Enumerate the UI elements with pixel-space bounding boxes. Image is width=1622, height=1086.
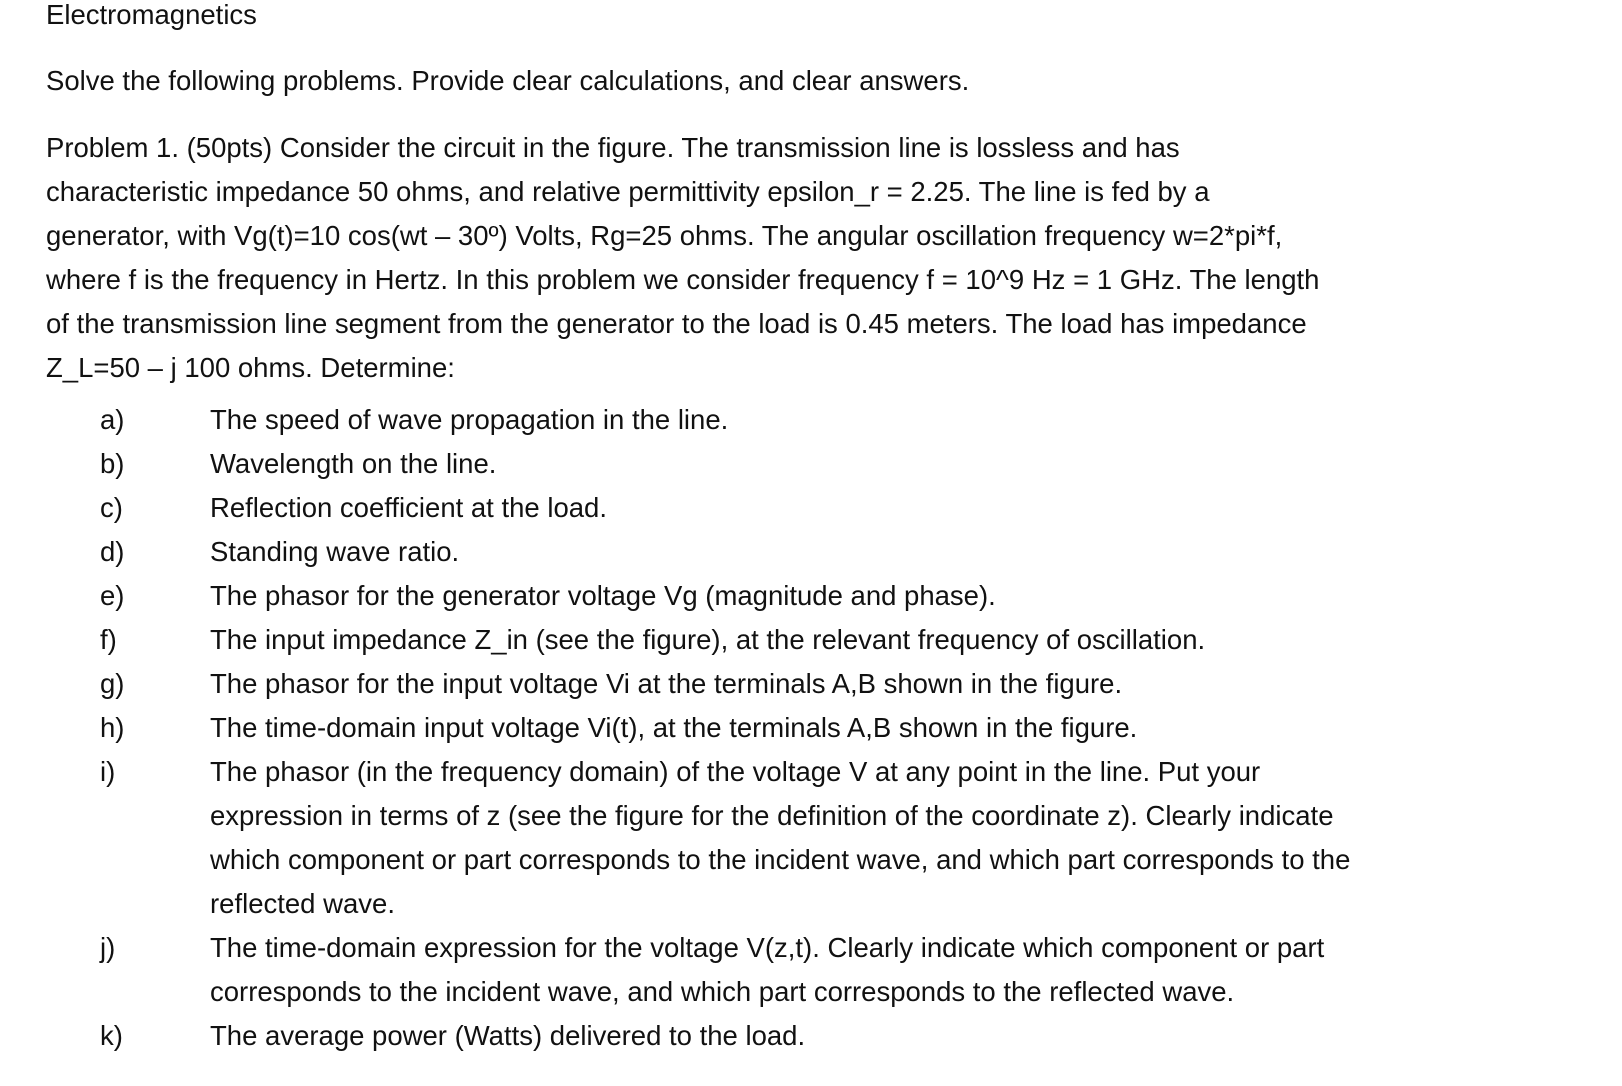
question-text: [210, 662, 1540, 706]
question-letter: j): [100, 932, 116, 963]
question-item: [100, 706, 1540, 750]
question-letter: h): [100, 712, 125, 743]
question-text-line: The time-domain input voltage Vi(t), at the terminals A,B shown in the figure.: [210, 712, 1138, 743]
question-text: [210, 442, 1540, 486]
question-text: [210, 486, 1540, 530]
question-letter: g): [100, 668, 125, 699]
question-text-line: The phasor for the input voltage Vi at the terminals A,B shown in the figure.: [210, 668, 1123, 699]
question-text: [210, 706, 1540, 750]
question-text-line: reflected wave.: [210, 888, 395, 919]
question-text-line: The time-domain expression for the voltage V(z,t). Clearly indicate which component or part: [210, 932, 1325, 963]
problem-line: characteristic impedance 50 ohms, and relative permittivity epsilon_r = 2.25. The line is fed by a: [46, 176, 1210, 207]
question-letter: i): [100, 756, 116, 787]
question-letter: k): [100, 1020, 123, 1051]
question-text-line: The average power (Watts) delivered to the load.: [210, 1020, 806, 1051]
question-item: [100, 1014, 1540, 1058]
question-item: [100, 618, 1540, 662]
question-text-line: corresponds to the incident wave, and which part corresponds to the reflected wave.: [210, 976, 1235, 1007]
question-text: [210, 1014, 1540, 1058]
question-letter: e): [100, 580, 125, 611]
problem-line: Problem 1. (50pts) Consider the circuit in the figure. The transmission line is lossless and has: [46, 132, 1180, 163]
question-letter: f): [100, 624, 117, 655]
question-item: [100, 398, 1540, 442]
question-text-line: The input impedance Z_in (see the figure), at the relevant frequency of oscillation.: [210, 624, 1206, 655]
question-text-line: which component or part corresponds to the incident wave, and which part corresponds to the: [210, 844, 1351, 875]
problem-line: Z_L=50 – j 100 ohms. Determine:: [46, 352, 455, 383]
question-text-line: Standing wave ratio.: [210, 536, 460, 567]
question-text-line: Wavelength on the line.: [210, 448, 497, 479]
question-text-line: The speed of wave propagation in the line.: [210, 404, 729, 435]
question-list: [100, 398, 1540, 1058]
question-text: [210, 750, 1540, 926]
question-item: [100, 750, 1540, 926]
question-text-line: Reflection coefficient at the load.: [210, 492, 607, 523]
problem-line: where f is the frequency in Hertz. In this problem we consider frequency f = 10^9 Hz = 1 GHz. The length: [46, 264, 1320, 295]
question-text-line: expression in terms of z (see the figure for the definition of the coordinate z). Clearly indicate: [210, 800, 1334, 831]
document-title: Electromagnetics: [46, 0, 257, 30]
question-item: [100, 574, 1540, 618]
question-item: [100, 662, 1540, 706]
question-text-line: The phasor for the generator voltage Vg (magnitude and phase).: [210, 580, 996, 611]
instructions-text: Solve the following problems. Provide clear calculations, and clear answers.: [46, 65, 970, 96]
question-text: [210, 618, 1540, 662]
problem-line: generator, with Vg(t)=10 cos(wt – 30º) Volts, Rg=25 ohms. The angular oscillation frequency w=2*pi*f,: [46, 220, 1283, 251]
question-letter: c): [100, 492, 123, 523]
question-item: [100, 486, 1540, 530]
question-item: [100, 442, 1540, 486]
question-text: [210, 530, 1540, 574]
question-letter: b): [100, 448, 125, 479]
question-letter: d): [100, 536, 125, 567]
question-item: [100, 926, 1540, 1014]
question-text: [210, 574, 1540, 618]
problem-line: of the transmission line segment from the generator to the load is 0.45 meters. The load has impedance: [46, 308, 1307, 339]
question-text-line: The phasor (in the frequency domain) of the voltage V at any point in the line. Put your: [210, 756, 1261, 787]
question-item: [100, 530, 1540, 574]
question-text: [210, 926, 1540, 1014]
problem-statement: [46, 126, 1546, 390]
question-letter: a): [100, 404, 125, 435]
question-text: [210, 398, 1540, 442]
